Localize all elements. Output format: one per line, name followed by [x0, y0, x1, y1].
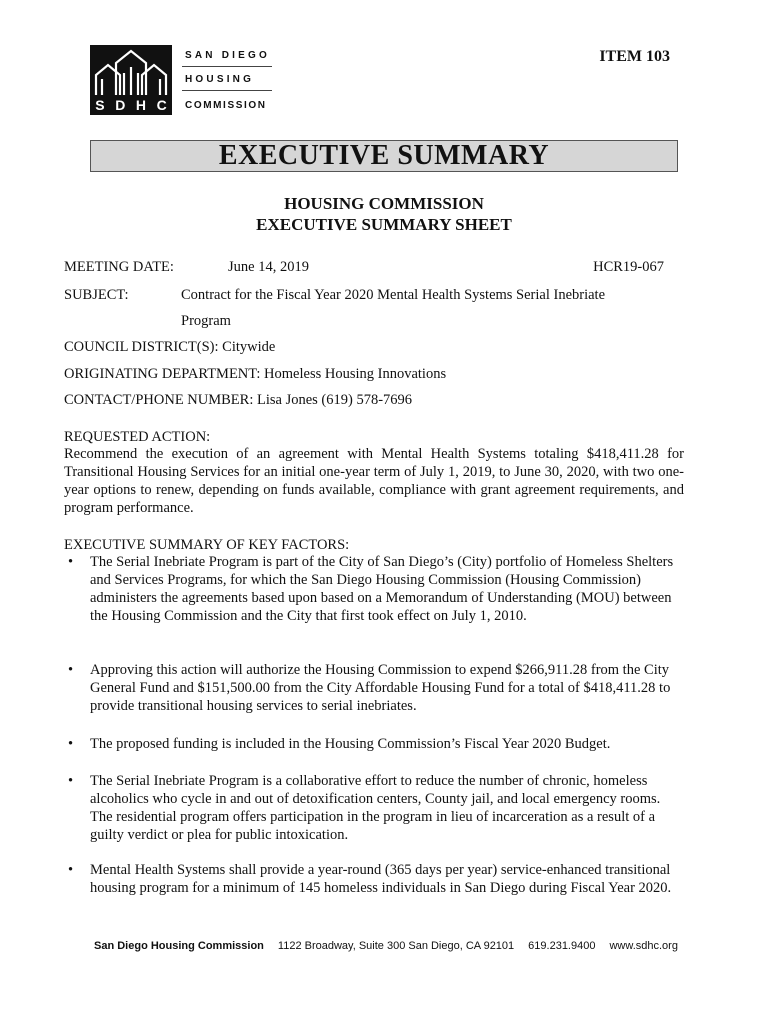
bullet-icon: • — [68, 773, 74, 789]
footer-website: www.sdhc.org — [609, 940, 678, 952]
bullet-text: The Serial Inebriate Program is a collaborative effort to reduce the number of chronic, homeless alcoholics who cycle in and out of detoxification centers, County jail, and local emergency rooms. The residential program offers participation in the program in lieu of incarceration as a result of a guilty verdict or plea for public intoxication. — [90, 773, 661, 843]
requested-action-heading: REQUESTED ACTION: — [64, 429, 211, 445]
item-number: ITEM 103 — [599, 48, 670, 65]
list-item — [64, 735, 684, 753]
bullet-text: The proposed funding is included in the Housing Commission’s Fiscal Year 2020 Budget. — [90, 736, 611, 752]
logo-letter: C — [156, 97, 167, 113]
org-name-line-1: SAN DIEGO — [185, 50, 270, 61]
subtitle-line-2: EXECUTIVE SUMMARY SHEET — [256, 215, 512, 234]
org-divider — [182, 66, 272, 67]
footer-org: San Diego Housing Commission — [94, 940, 264, 952]
originating-department: ORIGINATING DEPARTMENT: Homeless Housing Innovations — [64, 366, 447, 382]
bullet-icon: • — [68, 662, 74, 678]
footer-address: 1122 Broadway, Suite 300 San Diego, CA 92101 — [277, 940, 515, 952]
subject-label: SUBJECT: — [64, 287, 129, 303]
org-name-line-2: HOUSING — [185, 74, 255, 85]
subject-line-2: Program — [181, 313, 231, 329]
contact-phone: CONTACT/PHONE NUMBER: Lisa Jones (619) 578-7696 — [64, 392, 413, 408]
list-item — [64, 661, 684, 715]
bullet-text: Approving this action will authorize the Housing Commission to expend $266,911.28 from the City General Fund and $151,500.00 from the City Affordable Housing Fund for a total of $418,411.28 to provide transitional housing services to serial inebriates. — [90, 662, 671, 714]
reference-number: HCR19-067 — [593, 259, 664, 275]
subject-line-1: Contract for the Fiscal Year 2020 Mental Health Systems Serial Inebriate — [181, 287, 606, 303]
meeting-date-value: June 14, 2019 — [228, 259, 309, 275]
bullet-icon: • — [68, 862, 74, 878]
org-divider — [182, 90, 272, 91]
requested-action-body: Recommend the execution of an agreement with Mental Health Systems totaling $418,411.28 for Transitional Housing Services for an initial one-year term of July 1, 2019, to June 30, 2020, with two one-year options to renew, depending on funds available, compliance with grant agreement requirements, and program performance. — [64, 446, 684, 516]
list-item — [64, 553, 684, 625]
key-factors-heading: EXECUTIVE SUMMARY OF KEY FACTORS: — [64, 537, 350, 553]
logo-letters — [90, 97, 172, 113]
logo-letter: D — [115, 97, 126, 113]
list-item — [64, 861, 684, 897]
page-footer — [94, 940, 678, 952]
bullet-icon: • — [68, 554, 74, 570]
footer-phone: 619.231.9400 — [528, 940, 596, 952]
houses-logo-icon — [90, 45, 172, 97]
bullet-text: Mental Health Systems shall provide a year-round (365 days per year) service-enhanced transitional housing program for a minimum of 145 homeless individuals in San Diego during Fiscal Year 2020. — [90, 862, 672, 896]
title-banner — [90, 140, 678, 172]
council-districts: COUNCIL DISTRICT(S): Citywide — [64, 339, 276, 355]
sdhc-logo — [90, 45, 172, 115]
list-item — [64, 772, 684, 844]
logo-letter: S — [95, 97, 105, 113]
org-name-line-3: COMMISSION — [185, 100, 267, 111]
bullet-icon: • — [68, 736, 74, 752]
bullet-text: The Serial Inebriate Program is part of the City of San Diego’s (City) portfolio of Homeless Shelters and Services Programs, for which the San Diego Housing Commission (Housing Commission) administers the agreements based upon based on a Memorandum of Understanding (MOU) between the Housing Commission and the City that first took effect on July 1, 2010. — [90, 554, 674, 624]
logo-letter: H — [135, 97, 146, 113]
subtitle-line-1: HOUSING COMMISSION — [284, 194, 484, 213]
banner-title: EXECUTIVE SUMMARY — [218, 140, 550, 171]
meeting-date-label: MEETING DATE: — [64, 259, 174, 275]
